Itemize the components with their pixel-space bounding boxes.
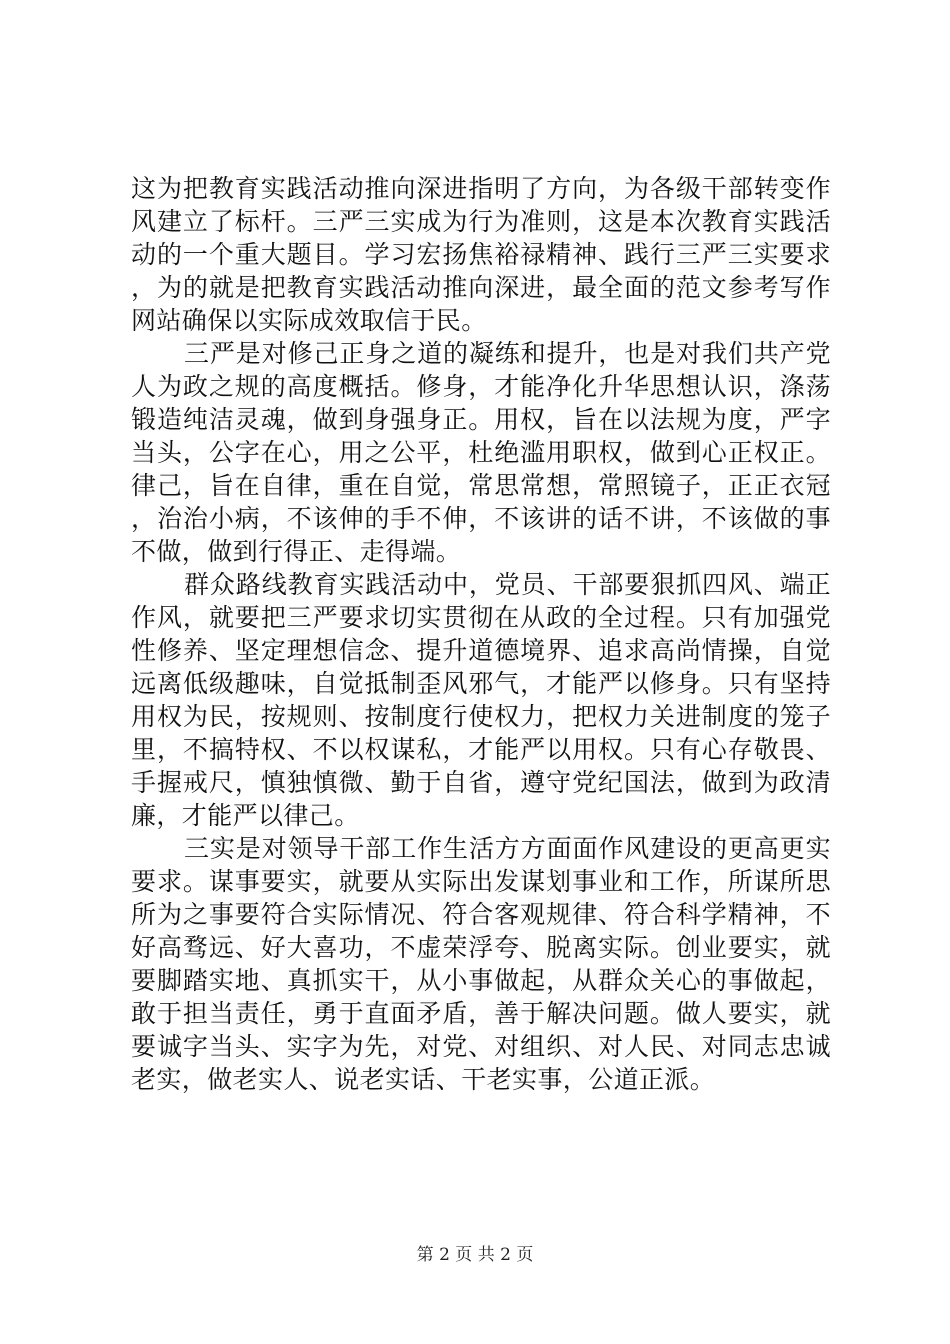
page-number-footer: 第 2 页 共 2 页 xyxy=(416,1245,534,1265)
paragraph-4: 三实是对领导干部工作生活方方面面作风建设的更高更实要求。谋事要实，就要从实际出发谋划事业和工作，所谋所思所为之事要符合实际情况、符合客观规律、符合科学精神，不好高骛远、好大喜功，不虚荣浮夸、脱离实际。创业要实，就要脚踏实地、真抓实干，从小事做起，从群众关心的事做起，敢于担当责任，勇于直面矛盾，善于解决问题。做人要实，就要诚字当头、实字为先，对党、对组织、对人民、对同志忠诚老实，做老实人、说老实话、干老实事，公道正派。 xyxy=(131,834,831,1094)
paragraph-3: 群众路线教育实践活动中，党员、干部要狠抓四风、端正作风，就要把三严要求切实贯彻在从政的全过程。只有加强党性修养、坚定理想信念、提升道德境界、追求高尚情操，自觉远离低级趣味，自觉抵制歪风邪气，才能严以修身。只有坚持用权为民，按规则、按制度行使权力，把权力关进制度的笼子里，不搞特权、不以权谋私，才能严以用权。只有心存敬畏、手握戒尺，慎独慎微、勤于自省，遵守党纪国法，做到为政清廉，才能严以律己。 xyxy=(131,570,831,830)
paragraph-2: 三严是对修己正身之道的凝练和提升，也是对我们共产党人为政之规的高度概括。修身，才能净化升华思想认识，涤荡锻造纯洁灵魂，做到身强身正。用权，旨在以法规为度，严字当头，公字在心，用之公平，杜绝滥用职权，做到心正权正。律己，旨在自律，重在自觉，常思常想，常照镜子，正正衣冠，治治小病，不该伸的手不伸，不该讲的话不讲，不该做的事不做，做到行得正、走得端。 xyxy=(131,339,831,566)
document-body xyxy=(131,172,831,1096)
paragraph-1: 这为把教育实践活动推向深进指明了方向，为各级干部转变作风建立了标杆。三严三实成为行为准则，这是本次教育实践活动的一个重大题目。学习宏扬焦裕禄精神、践行三严三实要求，为的就是把教育实践活动推向深进，最全面的范文参考写作网站确保以实际成效取信于民。 xyxy=(131,174,831,335)
